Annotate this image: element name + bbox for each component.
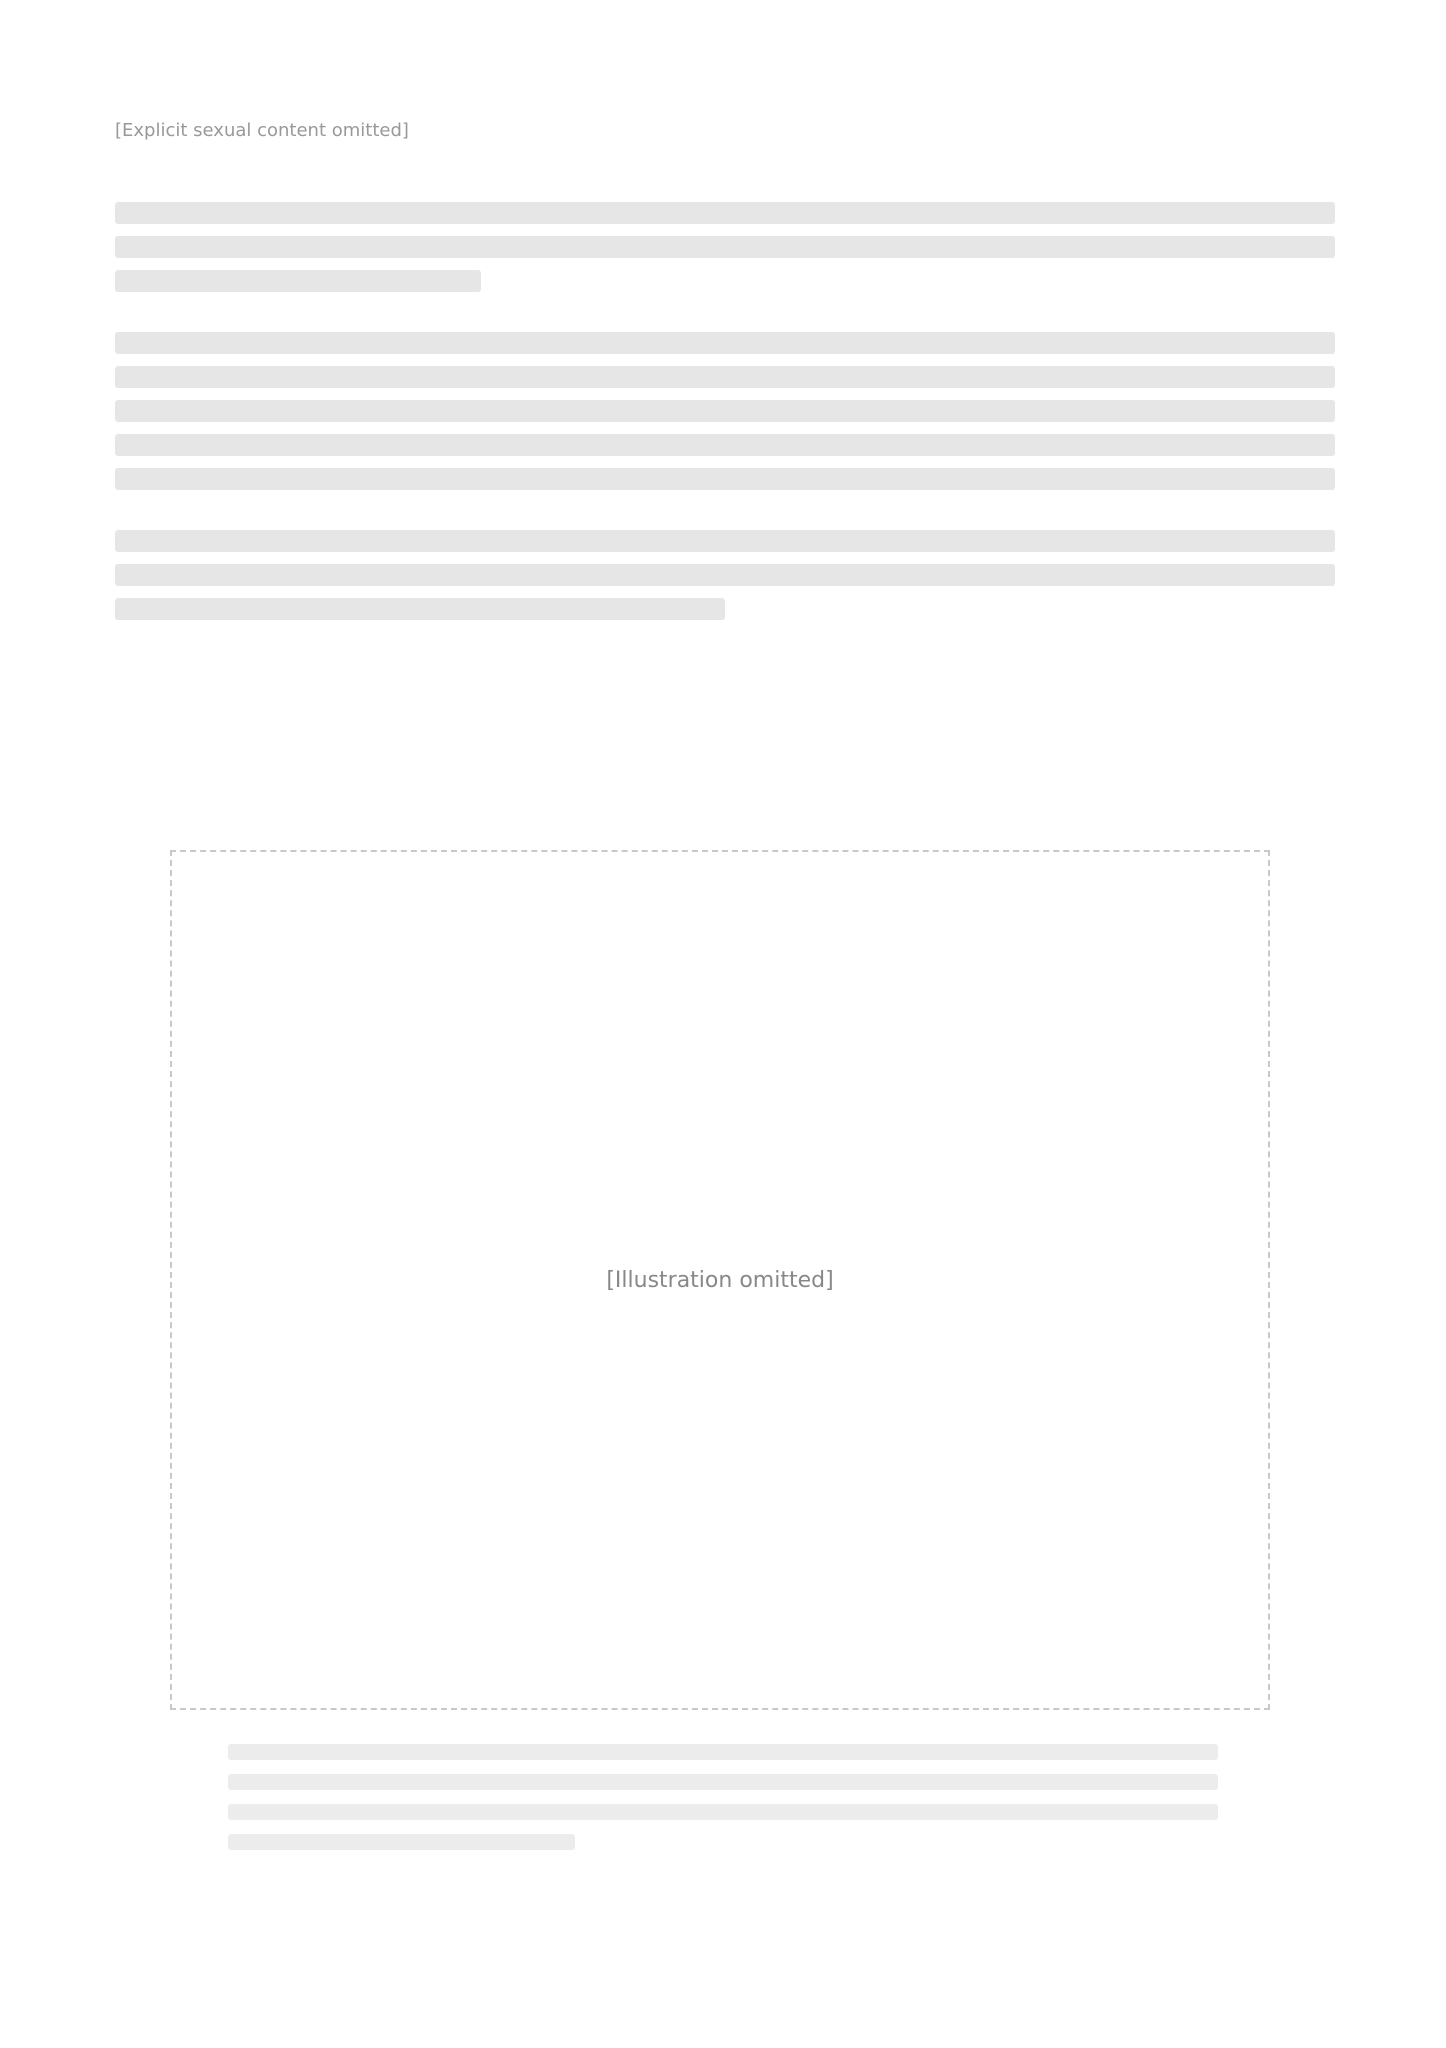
paragraph-1: [115, 202, 1335, 292]
content-notice: [Explicit sexual content omitted]: [115, 120, 409, 141]
figure-caption: [228, 1730, 1218, 1864]
illustration: [170, 850, 1270, 1710]
body-text: [115, 190, 1335, 660]
paragraph-2: [115, 332, 1335, 490]
paragraph-3: [115, 530, 1335, 620]
illustration-note: [Illustration omitted]: [606, 1267, 834, 1293]
